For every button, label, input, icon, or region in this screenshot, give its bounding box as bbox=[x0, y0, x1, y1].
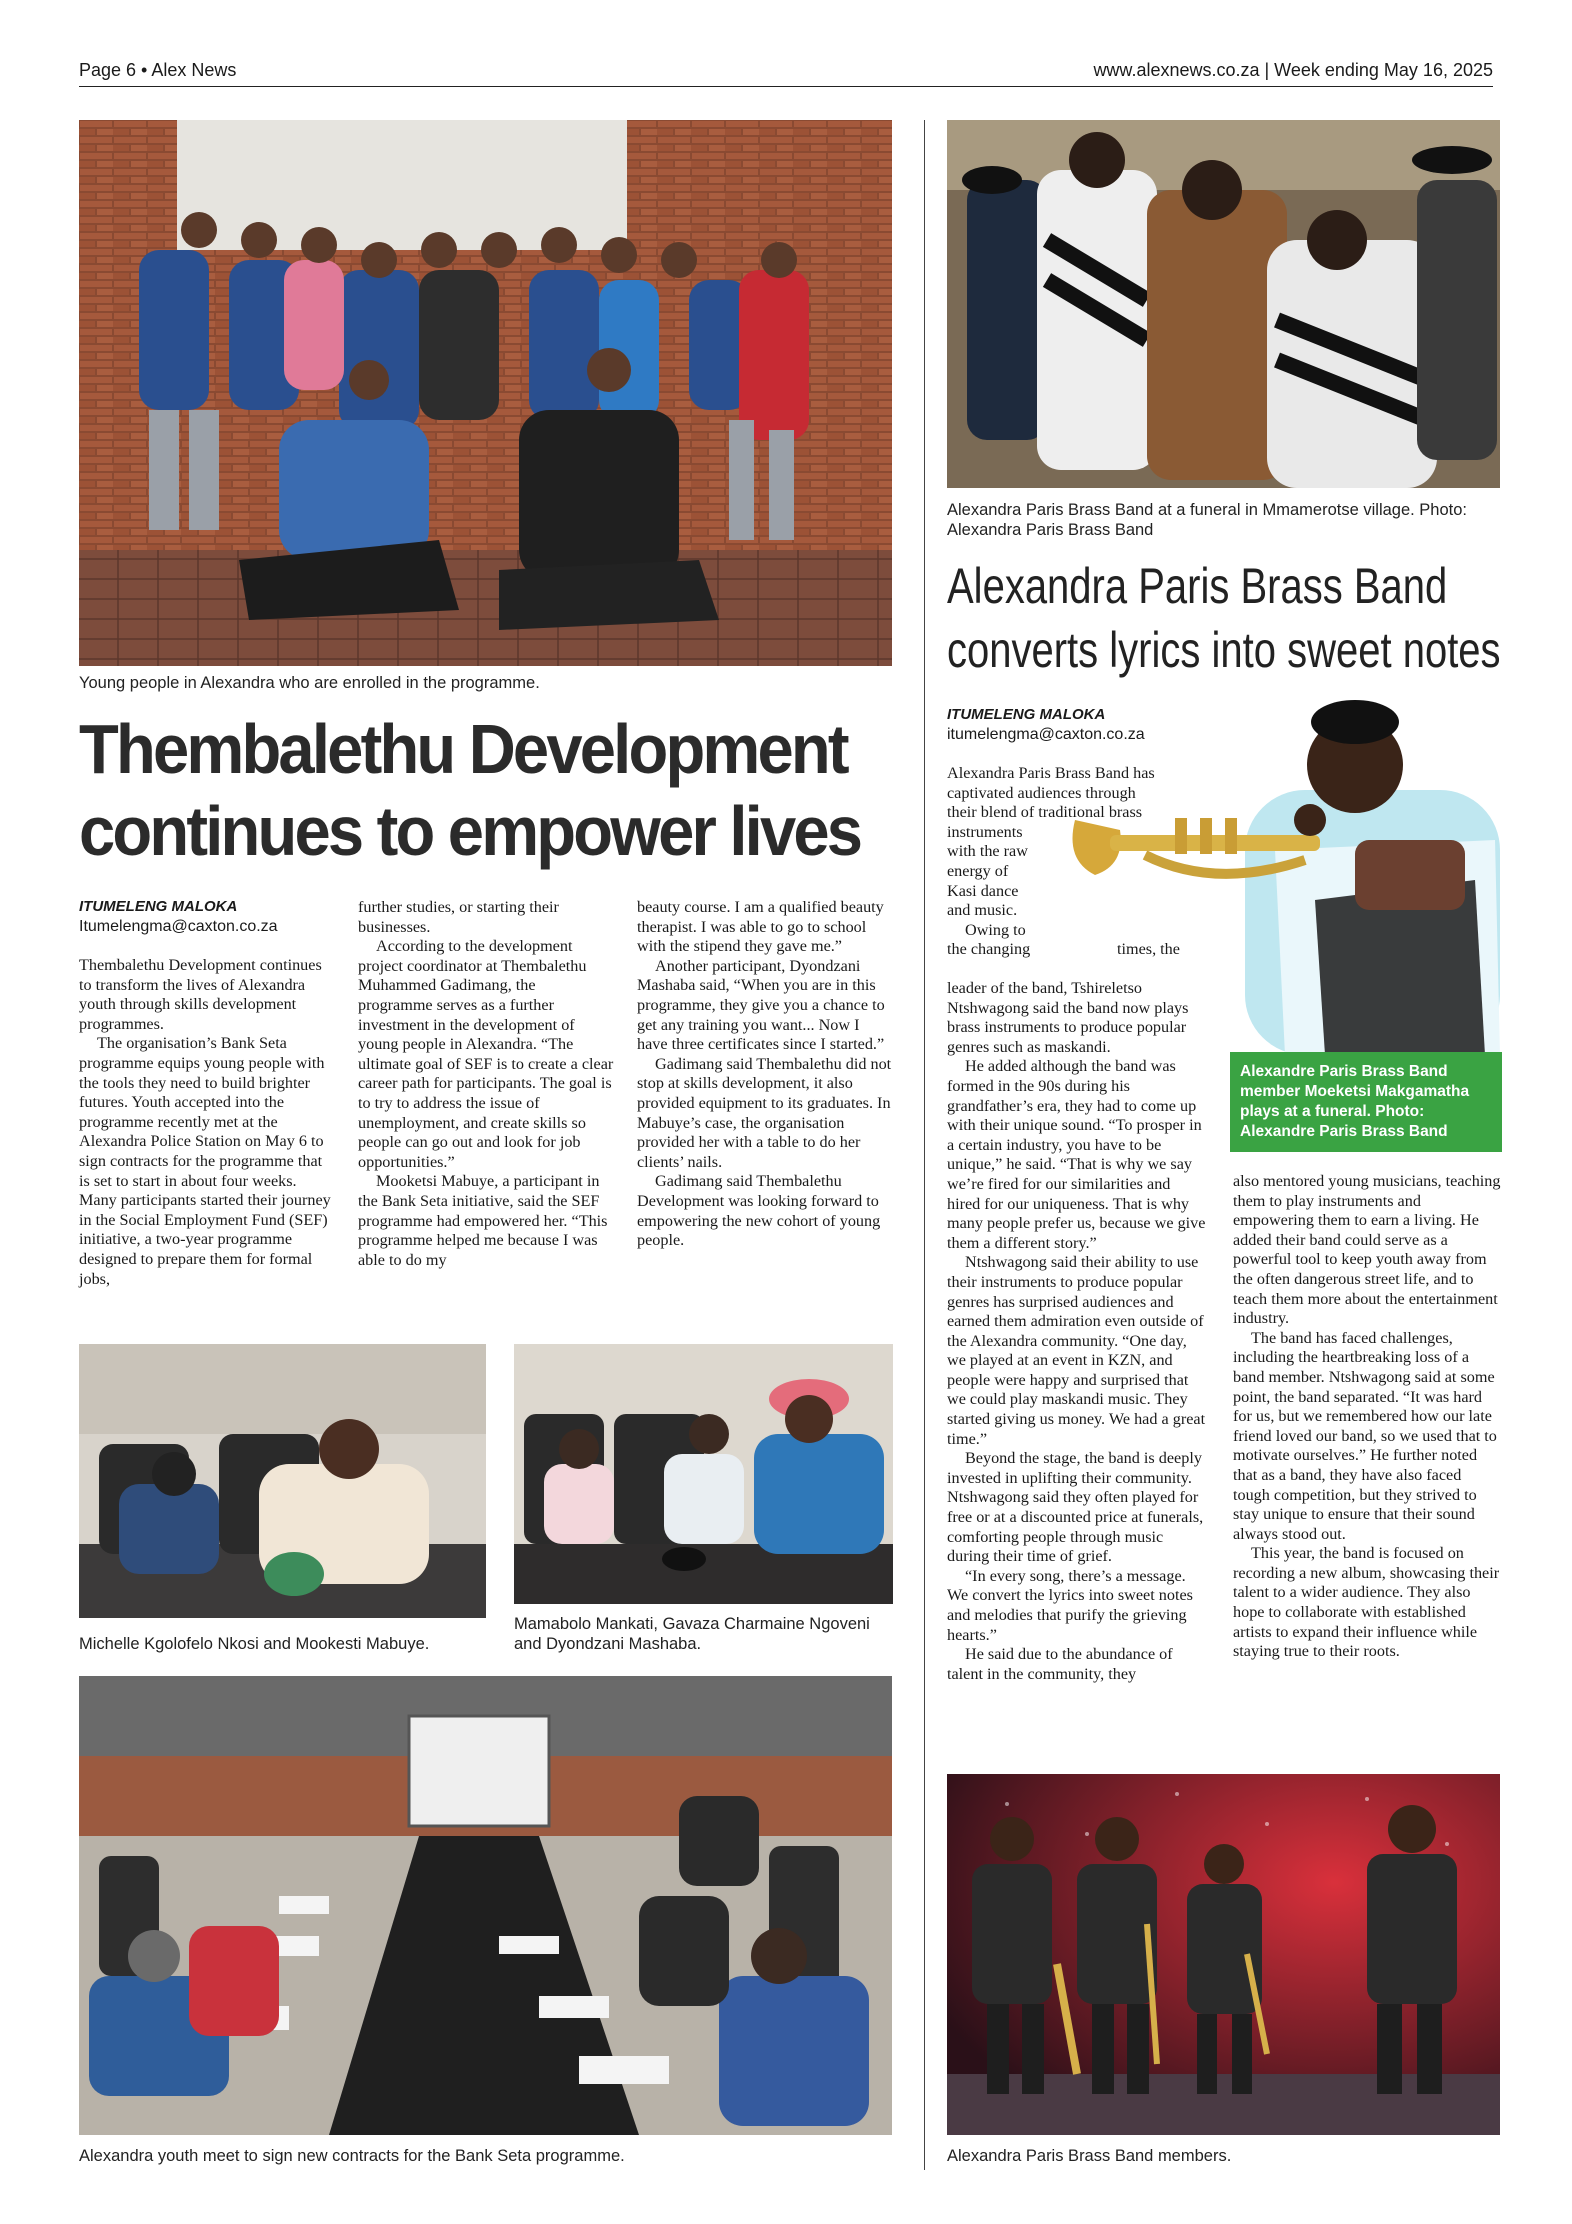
photo3-caption: Mamabolo Mankati, Gavaza Charmaine Ngoveni and Dyondzani Mashaba. bbox=[514, 1615, 870, 1653]
site-and-date: www.alexnews.co.za | Week ending May 16, 2025 bbox=[1093, 60, 1493, 80]
headline-line-2: continues to empower lives bbox=[79, 792, 861, 870]
mankati-ngoveni-mashaba-photo bbox=[514, 1344, 893, 1604]
brass-band-funeral-photo bbox=[947, 120, 1500, 488]
left-body-column-3: beauty course. I am a qualified beauty therapist. I was able to go to school with the stipend they gave me.” Another participant, Dyondzani Mashaba said, “When you are in this programme, they give you a chance to get any training you want... Now I have three certificates since I started.” Gadimang said Thembalethu did not stop at skills development, it also provided equipment to its graduates. In Mabuye’s case, the organisation provided her with a table to do her clients’ nails. Gadimang said Thembalethu Development was looking forward to empowering the new cohort of young people. bbox=[637, 898, 892, 1250]
byline: ITUMELENG MALOKA bbox=[79, 898, 238, 915]
youth-group-photo bbox=[79, 120, 892, 666]
column-divider bbox=[924, 120, 925, 2170]
byline: ITUMELENG MALOKA bbox=[947, 706, 1106, 723]
headline-line-1: Alexandra Paris Brass Band bbox=[947, 558, 1448, 614]
photo2-caption: Michelle Kgolofelo Nkosi and Mookesti Mabuye. bbox=[79, 1635, 430, 1653]
bottom-right-photo-caption: Alexandra Paris Brass Band members. bbox=[947, 2147, 1232, 2165]
author-email: itumelengma@caxton.co.za bbox=[947, 726, 1145, 743]
brass-body-column-2: also mentored young musicians, teaching them to play instruments and empowering them to earn a living. He added their band could serve as a powerful tool to keep youth away from the often dangerous street life, and to teach them more about the entertainment industry. The band has faced challenges, including the heartbreaking loss of a band member. Ntshwagong said at some point, the band separated. “It was hard for us, but we remembered how our late friend loved our band, so we used that to motivate ourselves.” He further noted that as a band, they have also faced tough competition, but they strived to stay unique to ensure that their sound always stood out. This year, the band is focused on recording a new album, showcasing their talent to a wider audience. They also hope to collaborate with established artists to expand their influence while staying true to their roots. bbox=[1233, 1172, 1501, 1661]
brass-band-headline bbox=[947, 554, 1501, 682]
page-folio: Page 6 • Alex News bbox=[79, 60, 237, 80]
author-email: Itumelengma@caxton.co.za bbox=[79, 918, 278, 935]
brass-band-members-photo bbox=[947, 1774, 1500, 2135]
brass-body-column-1: leader of the band, Tshireletso Ntshwagong said the band now plays brass instruments to produce popular genres such as maskandi. He added although the band was formed in the 90s during his grandfather’s era, they had to come up with their unique sound. “To prosper in a certain industry, you have to be unique,” he said. “That is why we say we’re fired for our similarities and hired for our uniqueness. That is why many people prefer us, because we give them a different story.” Ntshwagong said their ability to use their instruments to produce popular genres has surprised audiences and earned them admiration even outside of the Alexandra community. “One day, we played at an event in KZN, and people were happy and surprised that we could play maskandi music. They started giving us money. We had a great time.” Beyond the stage, the band is deeply invested in uplifting their community. Ntshwagong said they often played for free or at a discounted price at funerals, comforting people through music during their time of grief. “In every song, there’s a message. We convert the lyrics into sweet notes and melodies that purify the grieving hearts.” He said due to the abundance of talent in the community, they bbox=[947, 979, 1206, 1683]
right-top-photo-caption: Alexandra Paris Brass Band at a funeral in Mmamerotse village. Photo: Alexandra Paris Brass Band bbox=[947, 501, 1468, 539]
thembalethu-headline bbox=[79, 708, 897, 872]
top-photo-caption: Young people in Alexandra who are enrolled in the programme. bbox=[79, 674, 540, 692]
headline-line-1: Thembalethu Development bbox=[79, 710, 847, 788]
contract-signing-photo bbox=[79, 1676, 892, 2135]
left-body-column-2: further studies, or starting their businesses. According to the development project coordinator at Thembalethu Muhammed Gadimang, the programme serves as a further investment in the development of young people in Alexandra. “The ultimate goal of SEF is to create a clear career path for participants. The goal is to try to address the issue of unemployment, and create skills so people can go out and look for job opportunities.” Mooketsi Mabuye, a participant in the Bank Seta initiative, said the SEF programme had empowered her. “This programme helped me because I was able to do my bbox=[358, 898, 614, 1269]
brass-intro-wrapped: Alexandra Paris Brass Band has captivated audiences through their blend of traditional brass instruments with the raw energy of Kasi dance and music. Owing to the changing times, the bbox=[947, 764, 1180, 959]
headline-line-2: converts lyrics into sweet notes bbox=[947, 622, 1501, 678]
photo4-caption: Alexandra youth meet to sign new contracts for the Bank Seta programme. bbox=[79, 2147, 625, 2165]
nkosi-mabuye-photo bbox=[79, 1344, 486, 1618]
header-rule bbox=[79, 86, 1493, 87]
trumpet-photo-caption: Alexandre Paris Brass Band member Moeketsi Makgamatha plays at a funeral. Photo: Alexandre Paris Brass Band bbox=[1230, 1052, 1502, 1152]
left-body-column-1: Thembalethu Development continues to transform the lives of Alexandra youth through skills development programmes. The organisation’s Bank Seta programme equips young people with the tools they need to build brighter futures. Youth accepted into the programme recently met at the Alexandra Police Station on May 6 to sign contracts for the programme that is set to start in about four weeks. Many participants started their journey in the Social Employment Fund (SEF) initiative, a two-year programme designed to prepare them for formal jobs, bbox=[79, 956, 331, 1288]
